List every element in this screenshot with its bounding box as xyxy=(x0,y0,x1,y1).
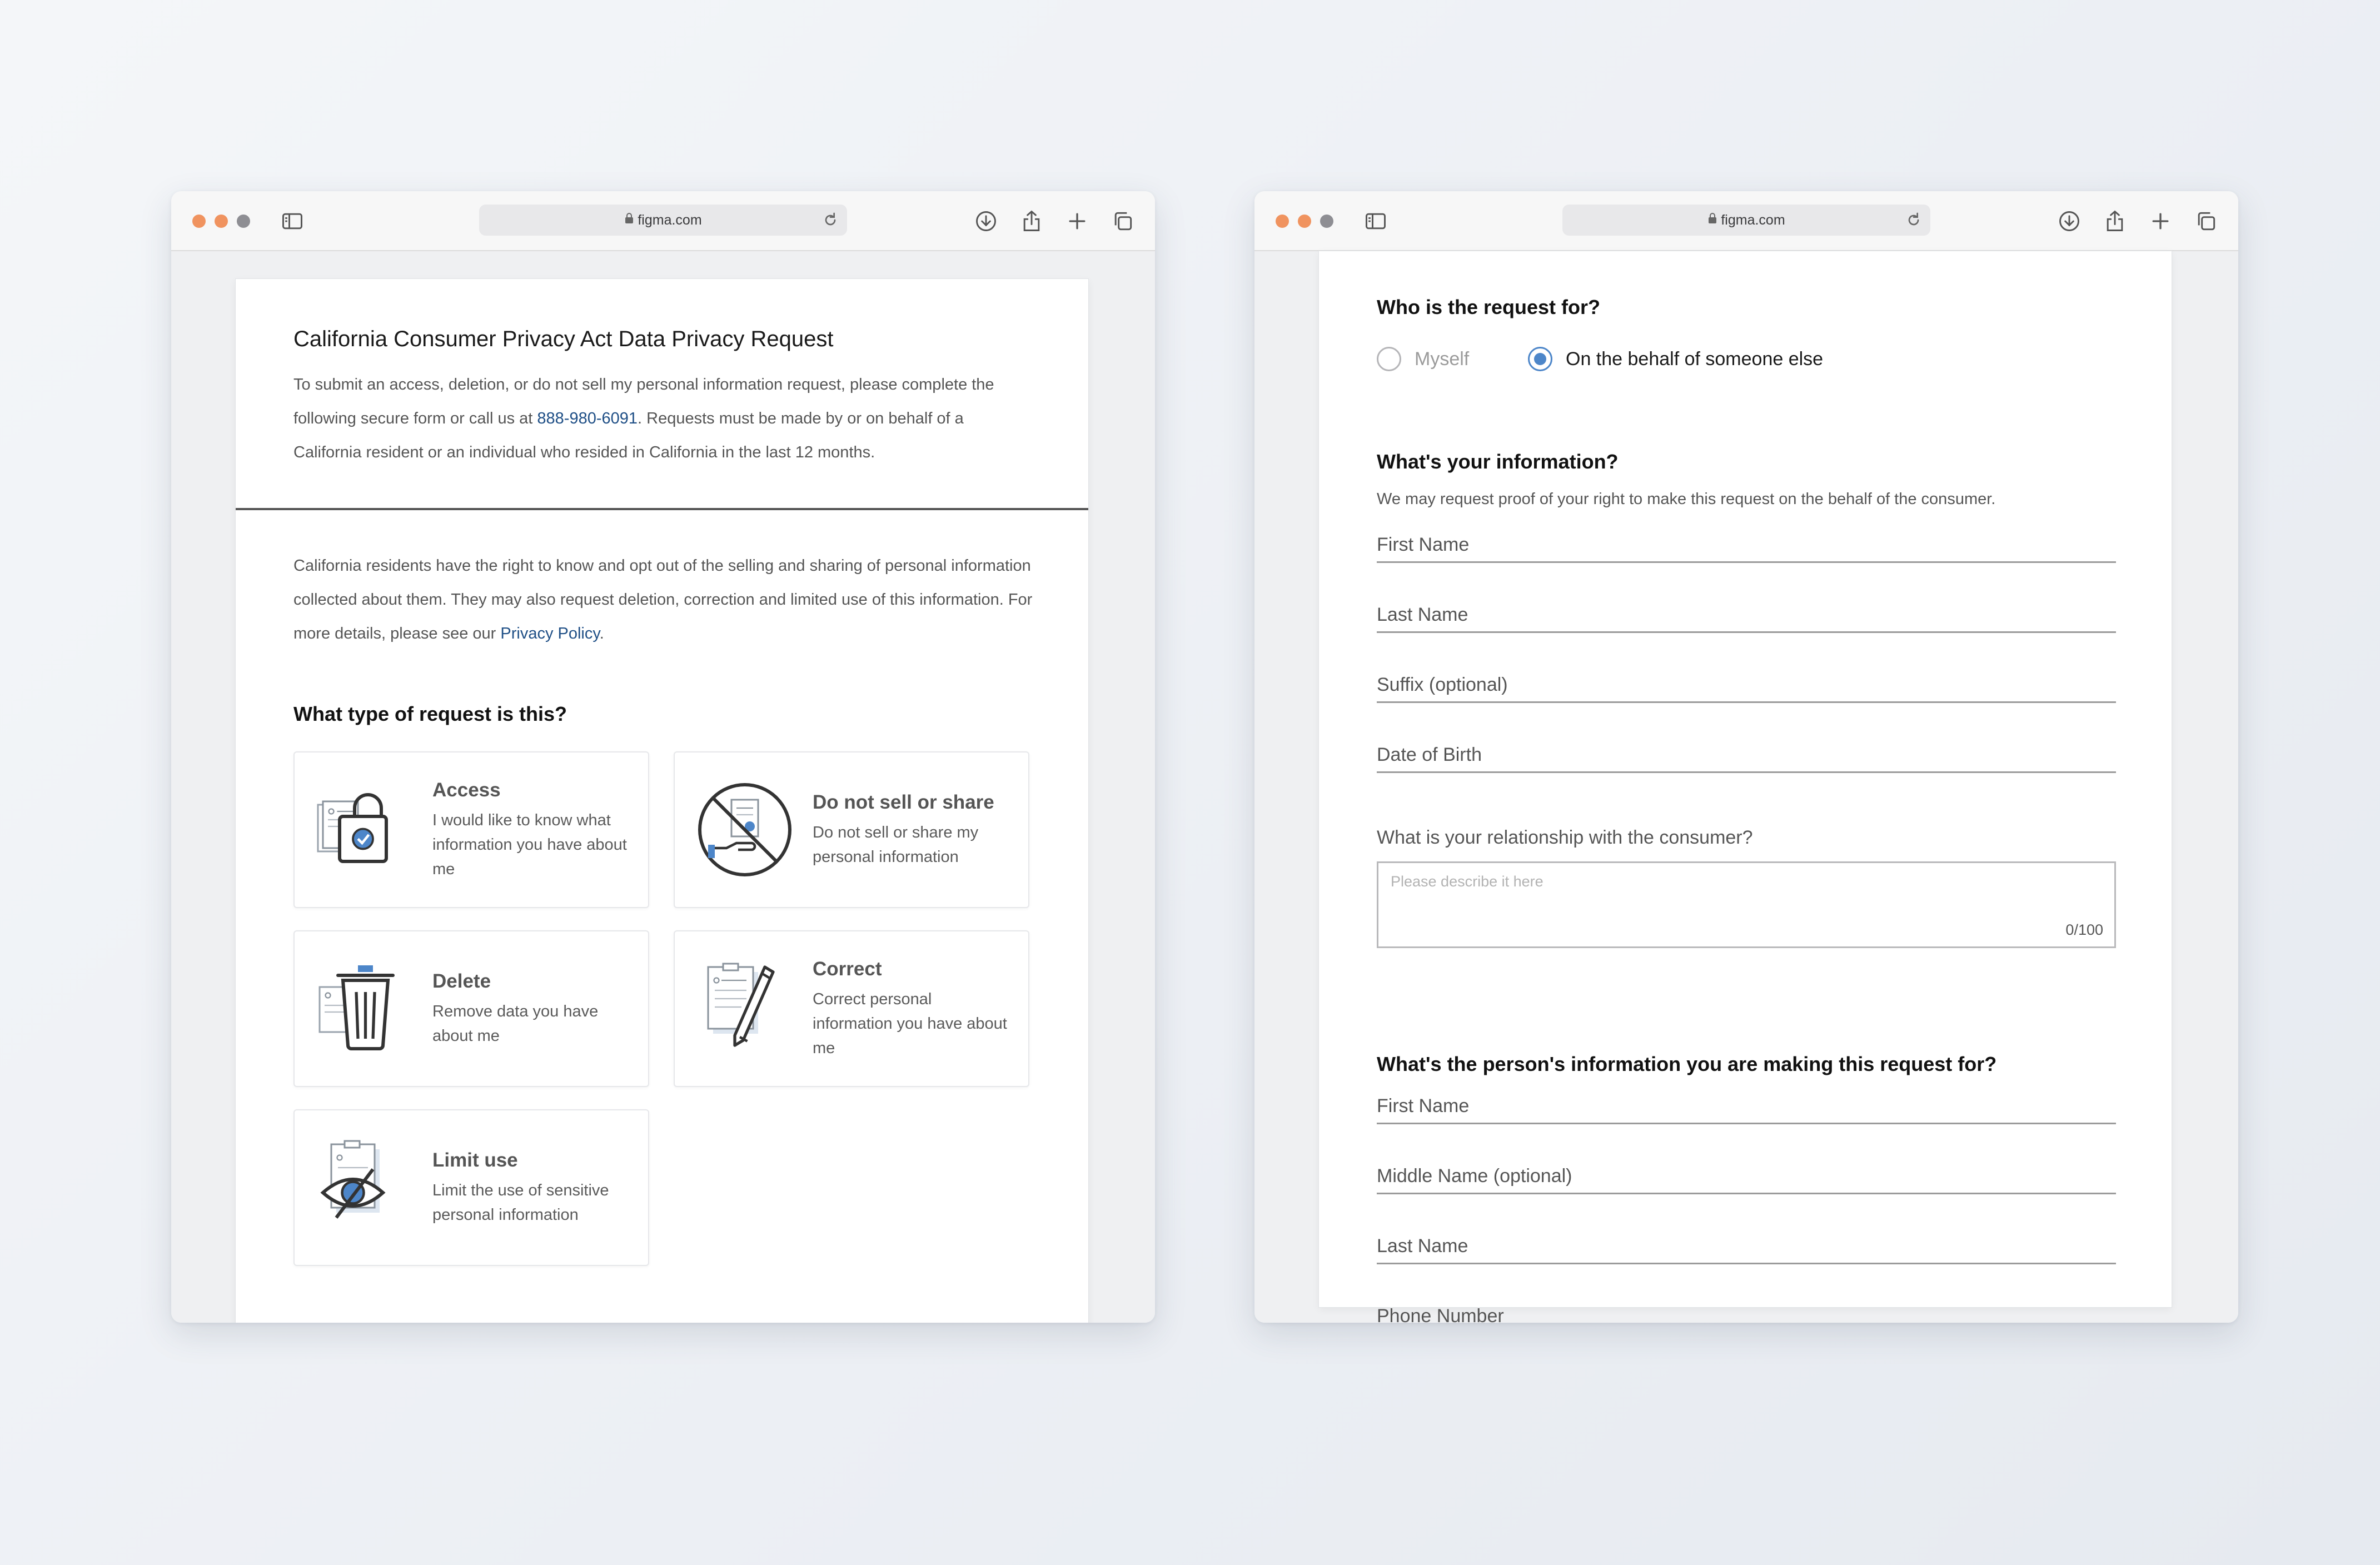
download-icon[interactable] xyxy=(2057,209,2082,233)
request-type-heading: What type of request is this? xyxy=(293,702,567,725)
minimize-window-button[interactable] xyxy=(1298,215,1311,228)
who-heading: Who is the request for? xyxy=(1377,296,1601,318)
field-label: First Name xyxy=(1377,534,1470,555)
request-card-correct[interactable] xyxy=(674,930,1029,1087)
reload-icon[interactable] xyxy=(821,211,839,229)
address-bar[interactable] xyxy=(1562,205,1930,236)
privacy-policy-link[interactable]: Privacy Policy xyxy=(500,625,600,642)
person-middle-name-field[interactable] xyxy=(1377,1143,2116,1194)
card-description: Correct personal information you have about me xyxy=(813,990,1007,1057)
radio-circle[interactable] xyxy=(1528,347,1552,371)
address-bar[interactable] xyxy=(479,205,847,236)
your-last-name-field[interactable] xyxy=(1377,581,2116,633)
card-description: Remove data you have about me xyxy=(432,1003,599,1045)
new-tab-icon[interactable] xyxy=(1065,209,1089,233)
minimize-window-button[interactable] xyxy=(215,215,228,228)
section-divider xyxy=(236,508,1088,510)
download-icon[interactable] xyxy=(974,209,998,233)
card-description: Do not sell or share my personal information xyxy=(813,824,979,866)
rights-text-end: . xyxy=(599,625,604,642)
tab-overview-icon[interactable] xyxy=(2194,209,2218,233)
lock-icon xyxy=(1707,212,1717,228)
rights-text-start: California residents have the right to know and opt out of the selling and sharing of personal information collected about them. They may also request deletion, correction and limited use of this information. For more details, please see our xyxy=(293,557,1033,642)
access-lock-icon xyxy=(315,780,415,880)
address-bar-text: figma.com xyxy=(638,212,702,228)
your-info-heading: What's your information? xyxy=(1377,450,1619,473)
browser-viewport xyxy=(171,251,1155,1323)
character-counter: 0/100 xyxy=(2065,921,2103,938)
your-info-subtext: We may request proof of your right to make this request on the behalf of the consumer. xyxy=(1377,490,1996,508)
card-title: Correct xyxy=(813,958,882,980)
card-title: Access xyxy=(432,779,501,801)
card-description: I would like to know what information you have about me xyxy=(432,811,627,878)
request-card-do-not-sell[interactable] xyxy=(674,751,1029,908)
your-first-name-field[interactable] xyxy=(1377,511,2116,563)
reload-icon[interactable] xyxy=(1905,211,1923,229)
browser-window-right xyxy=(1254,191,2238,1323)
field-label: First Name xyxy=(1377,1095,1470,1117)
intro-text-start: To submit an access, deletion, or do not sell my personal information request, please complete the following secure form or call us at xyxy=(293,376,994,427)
field-label: Phone Number xyxy=(1377,1305,1504,1323)
close-window-button[interactable] xyxy=(192,215,206,228)
privacy-request-page xyxy=(236,279,1088,1323)
card-title: Do not sell or share xyxy=(813,791,994,813)
browser-window-left xyxy=(171,191,1155,1323)
phone-link[interactable]: 888-980-6091 xyxy=(537,410,638,427)
request-card-delete[interactable] xyxy=(293,930,649,1087)
card-title: Delete xyxy=(432,970,491,992)
radio-circle[interactable] xyxy=(1377,347,1401,371)
radio-label: On the behalf of someone else xyxy=(1566,348,1824,370)
field-label: Last Name xyxy=(1377,1235,1468,1257)
zoom-window-button[interactable] xyxy=(237,215,250,228)
browser-toolbar xyxy=(1254,191,2238,251)
your-date-of-birth-field[interactable] xyxy=(1377,721,2116,773)
relationship-textarea[interactable] xyxy=(1377,861,2116,948)
do-not-sell-icon xyxy=(695,780,795,880)
pencil-icon xyxy=(695,959,795,1059)
person-info-heading: What's the person's information you are making this request for? xyxy=(1377,1053,1997,1075)
browser-viewport xyxy=(1254,251,2238,1323)
sidebar-toggle-icon[interactable] xyxy=(1363,209,1388,233)
request-card-limit-use[interactable] xyxy=(293,1109,649,1266)
share-icon[interactable] xyxy=(2103,209,2127,233)
field-label: Suffix (optional) xyxy=(1377,674,1508,695)
request-form-page xyxy=(1319,251,2172,1323)
person-last-name-field[interactable] xyxy=(1377,1213,2116,1264)
tab-overview-icon[interactable] xyxy=(1111,209,1135,233)
close-window-button[interactable] xyxy=(1276,215,1289,228)
browser-toolbar xyxy=(171,191,1155,251)
field-label: Last Name xyxy=(1377,604,1468,625)
sidebar-toggle-icon[interactable] xyxy=(280,209,305,233)
relationship-placeholder: Please describe it here xyxy=(1391,873,1543,890)
request-card-access[interactable] xyxy=(293,751,649,908)
lock-icon xyxy=(624,212,634,228)
radio-myself[interactable] xyxy=(1377,347,1469,371)
page-title: California Consumer Privacy Act Data Privacy Request xyxy=(293,327,834,351)
intro-paragraph xyxy=(293,368,1033,470)
radio-label: Myself xyxy=(1415,348,1470,370)
zoom-window-button[interactable] xyxy=(1320,215,1333,228)
your-suffix-field[interactable] xyxy=(1377,651,2116,703)
card-title: Limit use xyxy=(432,1149,518,1171)
radio-on-behalf[interactable] xyxy=(1528,347,1823,371)
relationship-label: What is your relationship with the consumer? xyxy=(1377,827,1753,848)
field-label: Middle Name (optional) xyxy=(1377,1165,1572,1187)
trash-icon xyxy=(315,959,415,1059)
eye-slash-icon xyxy=(315,1138,415,1238)
person-phone-field[interactable] xyxy=(1377,1283,2116,1323)
share-icon[interactable] xyxy=(1019,209,1044,233)
rights-paragraph xyxy=(293,549,1033,651)
new-tab-icon[interactable] xyxy=(2148,209,2173,233)
intro-text-end: . Requests must be made by or on behalf of a California resident or an individual who resided in California in the last 12 months. xyxy=(293,410,964,461)
card-description: Limit the use of sensitive personal information xyxy=(432,1182,609,1224)
person-first-name-field[interactable] xyxy=(1377,1073,2116,1124)
address-bar-text: figma.com xyxy=(1721,212,1785,228)
field-label: Date of Birth xyxy=(1377,744,1482,765)
